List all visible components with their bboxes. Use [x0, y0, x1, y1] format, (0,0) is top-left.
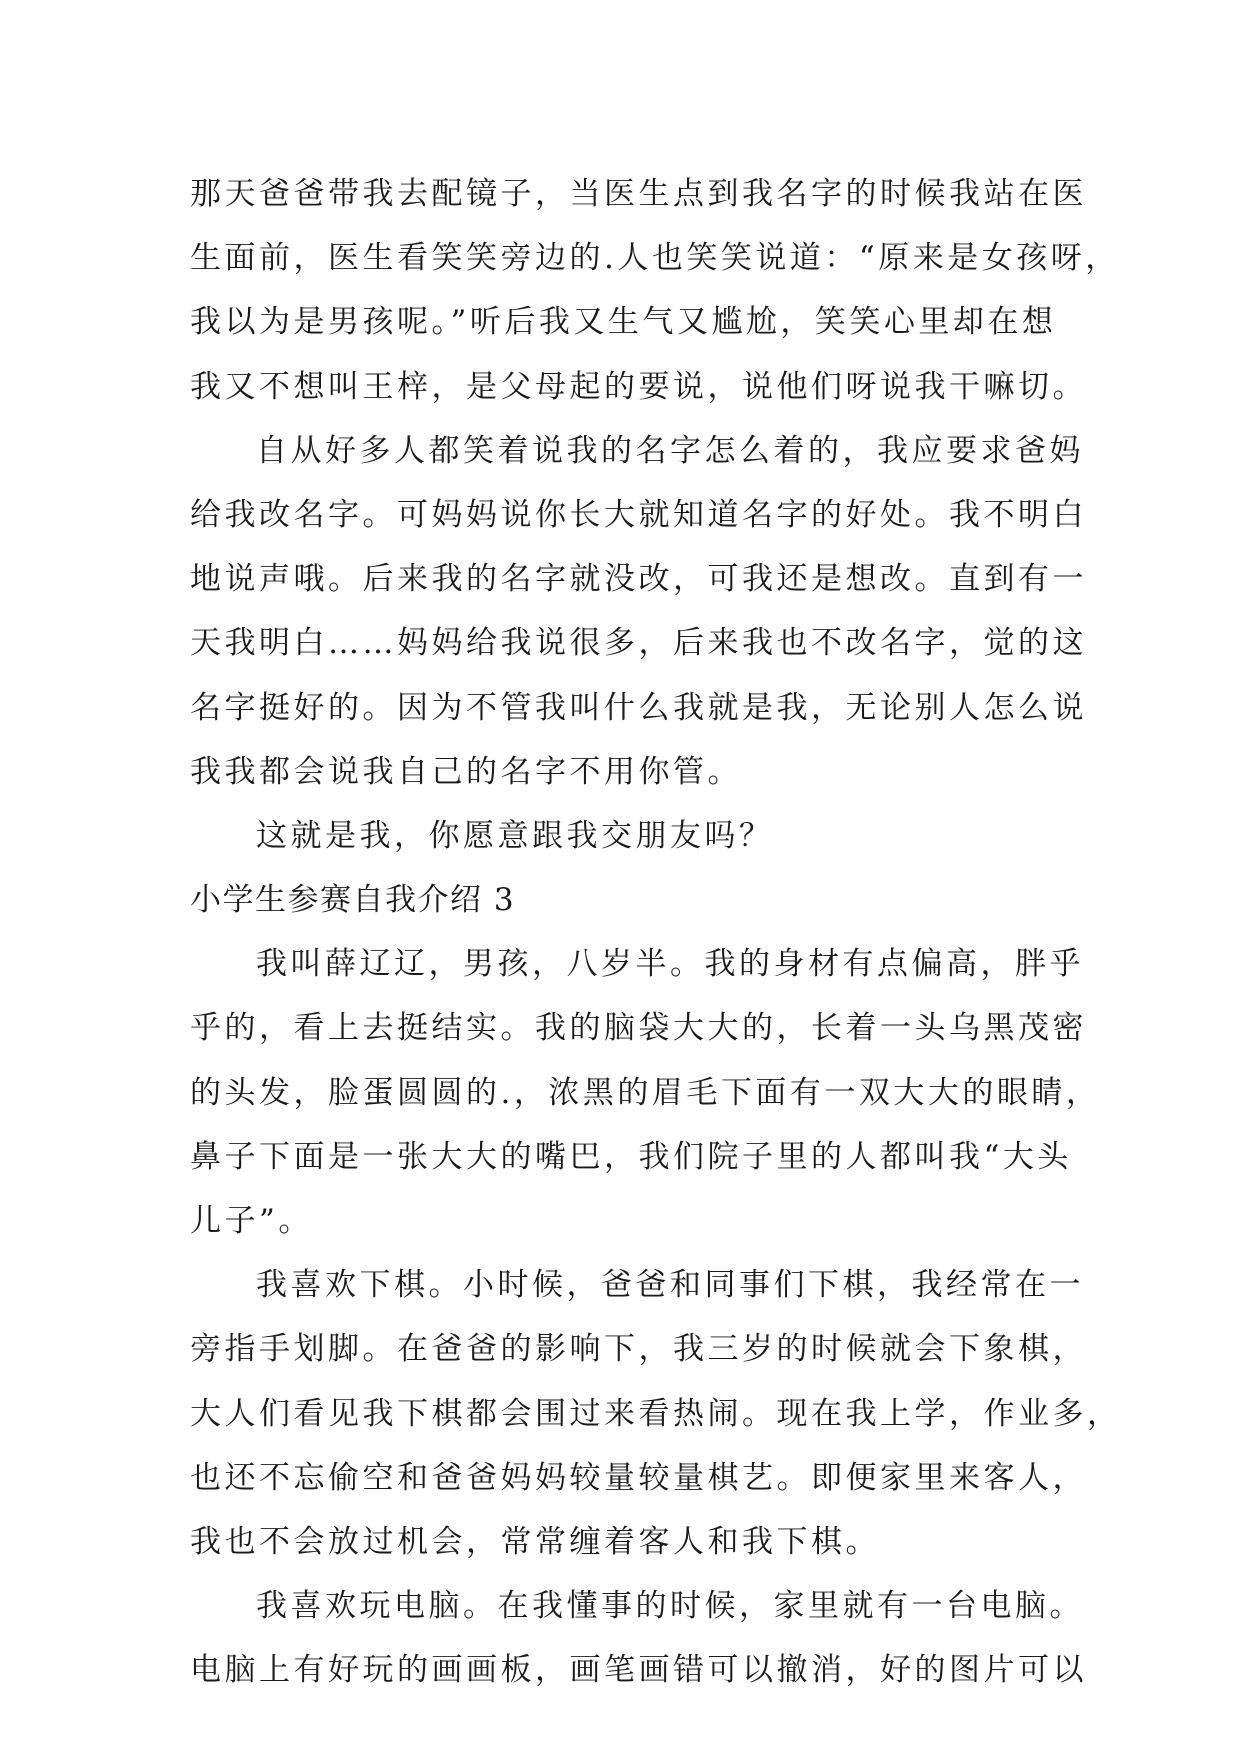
text-line: 乎的，看上去挺结实。我的脑袋大大的，长着一头乌黑茂密 — [190, 1010, 1087, 1047]
document-body — [190, 162, 1122, 1703]
text-line: 地说声哦。后来我的名字就没改，可我还是想改。直到有一 — [190, 561, 1087, 598]
text-line: 我叫薛辽辽，男孩，八岁半。我的身材有点偏高，胖乎 — [256, 946, 1084, 983]
text-line: 的头发，脸蛋圆圆的.，浓黑的眉毛下面有一双大大的眼睛， — [190, 1074, 1101, 1111]
text-line: 这就是我，你愿意跟我交朋友吗？ — [256, 817, 774, 854]
text-line: 我以为是男孩呢。”听后我又生气又尴尬，笑笑心里却在想 — [190, 304, 1057, 341]
text-line: 那天爸爸带我去配镜子，当医生点到我名字的时候我站在医 — [190, 176, 1087, 212]
text-line: 儿子”。 — [190, 1203, 313, 1239]
text-line: 自从好多人都笑着说我的名字怎么着的，我应要求爸妈 — [256, 432, 1084, 469]
text-line: 我喜欢玩电脑。在我懂事的时候，家里就有一台电脑。 — [256, 1588, 1084, 1625]
section-heading: 小学生参赛自我介绍 3 — [190, 882, 516, 919]
text-line: 大人们看见我下棋都会围过来看热闹。现在我上学，作业多， — [190, 1395, 1122, 1432]
text-line: 旁指手划脚。在爸爸的影响下，我三岁的时候就会下象棋， — [190, 1331, 1087, 1368]
text-line: 名字挺好的。因为不管我叫什么我就是我，无论别人怎么说 — [190, 689, 1087, 726]
text-line: 我喜欢下棋。小时候，爸爸和同事们下棋，我经常在一 — [256, 1267, 1084, 1304]
text-line: 给我改名字。可妈妈说你长大就知道名字的好处。我不明白 — [190, 496, 1087, 533]
text-line: 电脑上有好玩的画画板，画笔画错可以撤消，好的图片可以 — [190, 1652, 1087, 1689]
text-line: 鼻子下面是一张大大的嘴巴，我们院子里的人都叫我“大头 — [190, 1138, 1072, 1175]
text-line: 也还不忘偷空和爸爸妈妈较量较量棋艺。即便家里来客人， — [190, 1459, 1087, 1496]
text-line: 我我都会说我自己的名字不用你管。 — [190, 753, 742, 790]
text-line: 生面前，医生看笑笑旁边的.人也笑笑说道：“原来是女孩呀， — [190, 240, 1120, 277]
text-line: 我又不想叫王梓，是父母起的要说，说他们呀说我干嘛切。 — [190, 368, 1087, 405]
text-line: 天我明白……妈妈给我说很多，后来我也不改名字，觉的这 — [190, 625, 1087, 662]
text-line: 我也不会放过机会，常常缠着客人和我下棋。 — [190, 1523, 880, 1560]
